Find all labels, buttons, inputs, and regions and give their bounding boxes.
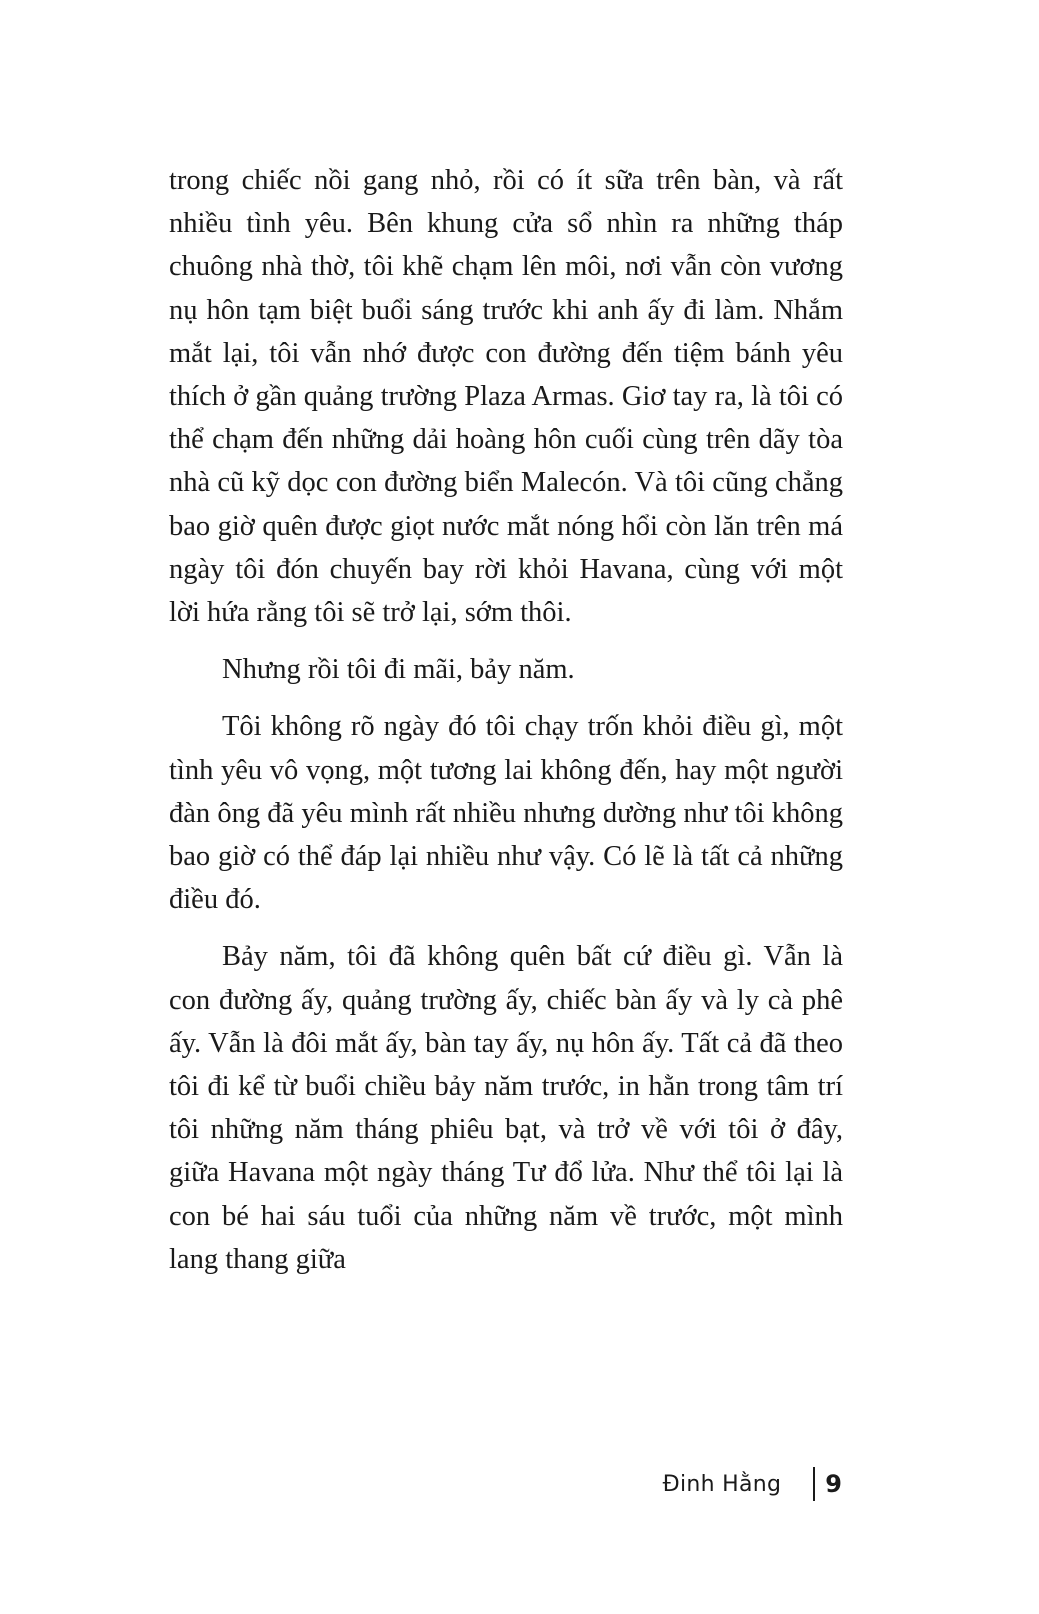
page-footer (663, 1464, 842, 1504)
footer-divider (813, 1467, 815, 1501)
author-name: Đinh Hằng (662, 1471, 782, 1497)
page-number: 9 (825, 1470, 842, 1498)
body-text (169, 159, 843, 1281)
paragraph-4: Bảy năm, tôi đã không quên bất cứ điều gì. Vẫn là con đường ấy, quảng trường ấy, chiếc bàn ấy và ly cà phê ấy. Vẫn là đôi mắt ấy, bàn tay ấy, nụ hôn ấy. Tất cả đã theo tôi đi kể từ buổi chiều bảy năm trước, in hằn trong tâm trí tôi những năm tháng phiêu bạt, và trở về với tôi ở đây, giữa Havana một ngày tháng Tư đổ lửa. Như thể tôi lại là con bé hai sáu tuổi của những năm về trước, một mình lang thang giữa (169, 941, 843, 1275)
paragraph-1: trong chiếc nồi gang nhỏ, rồi có ít sữa trên bàn, và rất nhiều tình yêu. Bên khung cửa sổ nhìn ra những tháp chuông nhà thờ, tôi khẽ chạm lên môi, nơi vẫn còn vương nụ hôn tạm biệt buổi sáng trước khi anh ấy đi làm. Nhắm mắt lại, tôi vẫn nhớ được con đường đến tiệm bánh yêu thích ở gần quảng trường Plaza Armas. Giơ tay ra, là tôi có thể chạm đến những dải hoàng hôn cuối cùng trên dãy tòa nhà cũ kỹ dọc con đường biển Malecón. Và tôi cũng chẳng bao giờ quên được giọt nước mắt nóng hổi còn lăn trên má ngày tôi đón chuyến bay rời khỏi Havana, cùng với một lời hứa rằng tôi sẽ trở lại, sớm thôi. (169, 165, 843, 629)
paragraph-2: Nhưng rồi tôi đi mãi, bảy năm. (222, 654, 575, 686)
paragraph-3: Tôi không rõ ngày đó tôi chạy trốn khỏi điều gì, một tình yêu vô vọng, một tương lai không đến, hay một người đàn ông đã yêu mình rất nhiều nhưng dường như tôi không bao giờ có thể đáp lại nhiều như vậy. Có lẽ là tất cả những điều đó. (169, 711, 843, 916)
